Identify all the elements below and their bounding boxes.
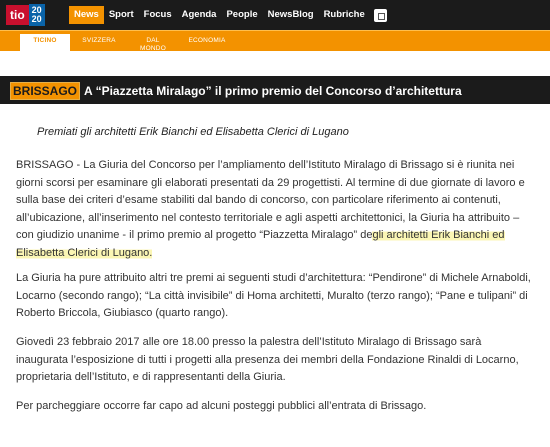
nav-item-newsblog[interactable]: NewsBlog [267,9,314,20]
article-paragraph-2: La Giuria ha pure attribuito altri tre premi ai seguenti studi d’architettura: “Pendirone” di Michele Arnaboldi, Locarno (secondo rango); “La città invisibile” di Homa architetti, Muralto (terzo rango); “Pane e tulipani” di Roberto Briccola, Giubiasco (quarto rango). [16,272,531,320]
more-menu-icon[interactable] [374,9,387,22]
location-tag[interactable]: BRISSAGO [10,82,80,100]
logo-badge [29,4,45,26]
nav-item-agenda[interactable]: Agenda [181,9,217,20]
subnav [20,34,232,56]
nav-item-people[interactable]: People [226,9,258,20]
site-logo[interactable] [6,5,45,25]
article-paragraph-4: Per parcheggiare occorre far capo ad alcuni posteggi pubblici all’entrata di Brissago. [16,400,427,412]
article-subtitle: Premiati gli architetti Erik Bianchi ed Elisabetta Clerici di Lugano [37,126,349,138]
section-subnav-bar [0,30,550,51]
top-navigation-bar [0,0,550,30]
subnav-item-economia[interactable]: ECONOMIA [188,37,226,44]
subnav-item-ticino[interactable]: TICINO [20,34,70,56]
nav-item-sport[interactable]: Sport [108,9,134,20]
logo-badge-bottom: 20 [31,14,42,24]
nav-item-focus[interactable]: Focus [143,9,172,20]
paragraph-text: BRISSAGO - La Giuria del Concorso per l’ampliamento dell’Istituto Miralago di Brissago si è riunita nei giorni scorsi per esaminare gli elaborati presentati da 29 progettisti. Al termine di due giornate di lavoro e sulla base dei criteri d’esame stabiliti dal bando di concorso, con particolare riferimento ai contenuti, all’ubicazione, all’inserimento nel contesto territoriale e agli aspetti architettonici, la Giuria ha attribuito – con giudizio unanime - il primo premio al progetto “Piazzetta Miralago” de [16,159,525,242]
subnav-item-svizzera[interactable]: SVIZZERA [82,37,116,44]
nav-item-rubriche[interactable]: Rubriche [323,9,365,20]
article-title [10,82,462,100]
logo-badge-top: 20 [31,5,42,15]
subnav-item-dal-mondo[interactable]: DAL MONDO [140,37,166,52]
article-title-bar [0,76,550,104]
article-paragraph-1 [16,157,536,263]
nav-item-news[interactable]: News [69,6,104,24]
highlighted-text: gli architetti Erik Bianchi ed Elisabetta Clerici di Lugano. [16,229,505,259]
article-paragraph-3: Giovedì 23 febbraio 2017 alle ore 18.00 presso la palestra dell’Istituto Miralago di Brissago sarà inaugurata l’esposizione di tutti i progetti alla presenza dei membri della Fondazione Rinaldi di Locarno, proprietaria dell’Istituto, e di rappresentanti della Giuria. [16,336,519,384]
main-nav [69,6,387,24]
headline: A “Piazzetta Miralago” il primo premio del Concorso d’architettura [84,84,462,98]
logo-text: tio [6,5,29,25]
